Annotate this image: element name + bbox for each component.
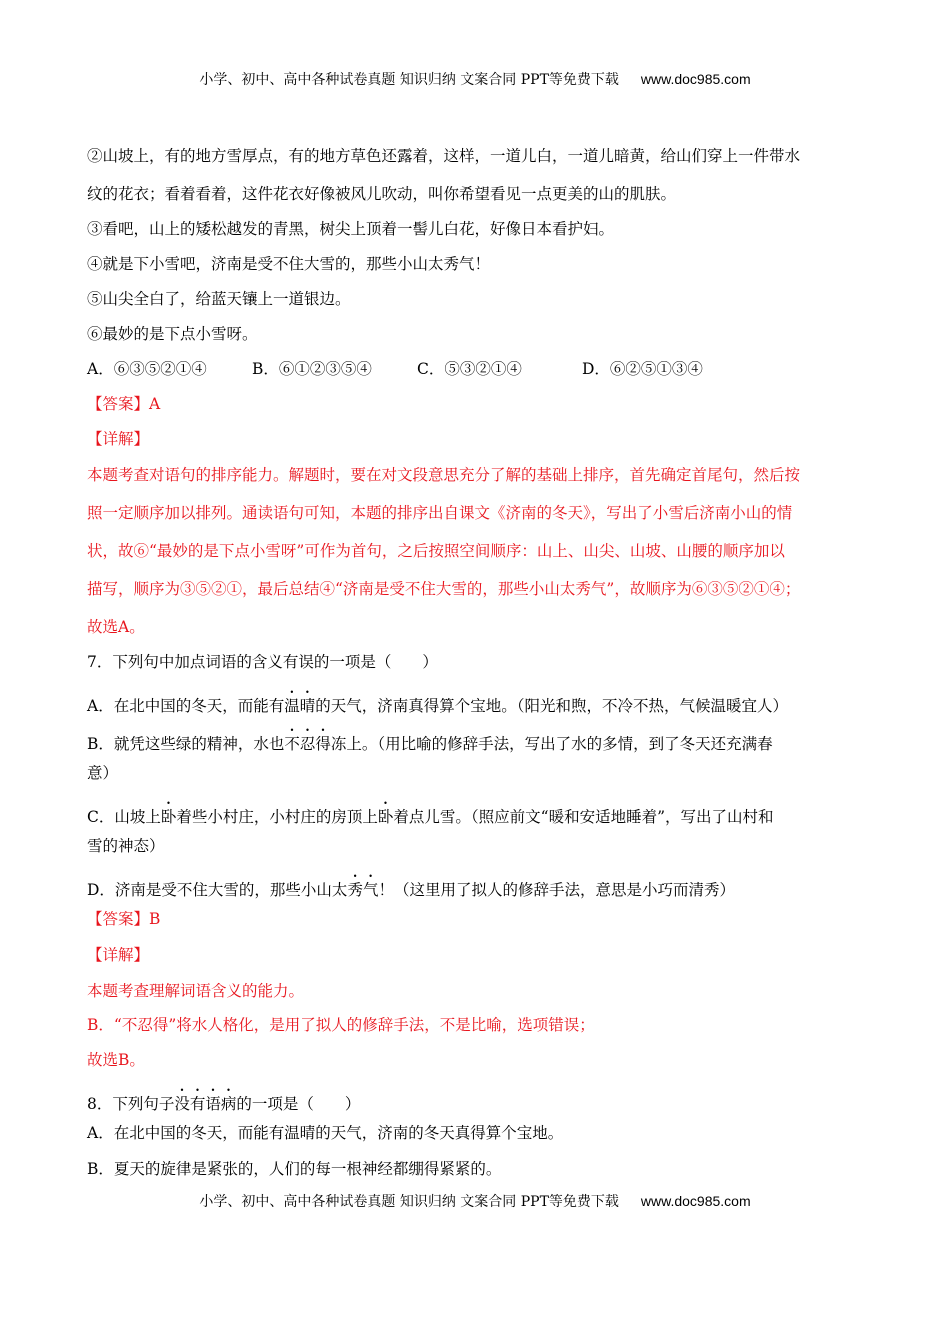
- q7-option-b-cont: 意）: [87, 764, 119, 782]
- page-header: [0, 69, 950, 89]
- sentence-2: ②山坡上，有的地方雪厚点，有的地方草色还露着，这样，一道儿白，一道儿暗黄，给山们穿上一件带水: [87, 147, 801, 165]
- option-d: D．⑥②⑤①③④: [582, 360, 703, 378]
- q7-answer: 【答案】B: [87, 910, 161, 928]
- text: 着些小村庄，小村庄的房顶上: [176, 808, 378, 826]
- emphasized-word: 秀气: [347, 881, 379, 899]
- text: B．就凭这些绿的精神，水也: [87, 735, 285, 753]
- q7-option-a: [87, 688, 788, 716]
- q7-option-c: [87, 799, 774, 827]
- q7-stem: 7．下列句中加点词语的含义有误的一项是（ ）: [87, 653, 438, 671]
- q7-detail-line: B．“不忍得”将水人格化，是用了拟人的修辞手法，不是比喻，选项错误；: [87, 1016, 595, 1034]
- header-text: 小学、初中、高中各种试卷真题 知识归纳 文案合同 PPT等免费下载: [199, 72, 619, 88]
- text: 的天气，济南真得算个宝地。（阳光和煦，不冷不热，气候温暖宜人）: [315, 697, 788, 715]
- q8-option-b: B．夏天的旋律是紧张的，人们的每一根神经都绷得紧紧的。: [87, 1160, 502, 1178]
- emphasized-word: 没有语病: [174, 1095, 237, 1113]
- q7-detail-line: 本题考查理解词语含义的能力。: [87, 982, 305, 1000]
- sentence-5: ⑤山尖全白了，给蓝天镶上一道银边。: [87, 290, 351, 308]
- q7-detail-line: 故选B。: [87, 1051, 145, 1069]
- q6-detail-line: 本题考查对语句的排序能力。解题时，要在对文段意思充分了解的基础上排序，首先确定首尾句，然后按: [87, 466, 801, 484]
- footer-text: 小学、初中、高中各种试卷真题 知识归纳 文案合同 PPT等免费下载: [199, 1194, 619, 1210]
- q7-option-b: [87, 726, 773, 754]
- footer-url: www.doc985.com: [640, 1193, 751, 1209]
- q8-option-a: A．在北中国的冬天，而能有温晴的天气，济南的冬天真得算个宝地。: [87, 1124, 564, 1142]
- text: A．在北中国的冬天，而能有: [87, 697, 285, 715]
- emphasized-word: 卧: [377, 808, 394, 826]
- header-url: www.doc985.com: [640, 71, 751, 87]
- q7-option-d: [87, 872, 735, 900]
- option-c: C．⑤③②①④: [417, 360, 522, 378]
- sentence-2-cont: 纹的花衣；看着看着，这件花衣好像被风儿吹动，叫你希望看见一点更美的山的肌肤。: [87, 185, 677, 203]
- text: ！（这里用了拟人的修辞手法，意思是小巧而清秀）: [378, 881, 735, 899]
- option-a: A．⑥③⑤②①④: [87, 360, 207, 378]
- text: 8．下列句子: [87, 1095, 175, 1113]
- sentence-6: ⑥最妙的是下点小雪呀。: [87, 325, 258, 343]
- sentence-3: ③看吧，山上的矮松越发的青黑，树尖上顶着一髻儿白花，好像日本看护妇。: [87, 220, 615, 238]
- option-b: B．⑥①②③⑤④: [252, 360, 372, 378]
- page-footer: [0, 1191, 950, 1211]
- q7-detail-label: 【详解】: [87, 946, 150, 964]
- q6-answer: 【答案】A: [87, 395, 161, 413]
- sentence-4: ④就是下小雪吧，济南是受不住大雪的，那些小山太秀气！: [87, 255, 491, 273]
- q8-stem: [87, 1086, 360, 1114]
- q7-option-c-cont: 雪的神态）: [87, 837, 165, 855]
- text: 的一项是（ ）: [236, 1095, 361, 1113]
- text: D．济南是受不住大雪的，那些小山太: [87, 881, 348, 899]
- q6-detail-line: 故选A。: [87, 618, 145, 636]
- q6-detail-line: 状，故⑥“最妙的是下点小雪呀”可作为首句，之后按照空间顺序：山上、山尖、山坡、山腰的顺序加以: [87, 542, 785, 560]
- q6-detail-label: 【详解】: [87, 430, 150, 448]
- q6-options: [87, 359, 703, 379]
- emphasized-word: 卧: [160, 808, 177, 826]
- text: 冻上。（用比喻的修辞手法，写出了水的多情，到了冬天还充满春: [330, 735, 773, 753]
- text: C．山坡上: [87, 808, 161, 826]
- q6-detail-line: 描写，顺序为③⑤②①，最后总结④“济南是受不住大雪的，那些小山太秀气”，故顺序为⑥③⑤②①④；: [87, 580, 801, 598]
- emphasized-word: 温晴: [284, 697, 316, 715]
- text: 着点儿雪。（照应前文“暖和安适地睡着”，写出了山村和: [393, 808, 774, 826]
- emphasized-word: 不忍得: [284, 735, 331, 753]
- q6-detail-line: 照一定顺序加以排列。通读语句可知，本题的排序出自课文《济南的冬天》，写出了小雪后济南小山的情: [87, 504, 793, 522]
